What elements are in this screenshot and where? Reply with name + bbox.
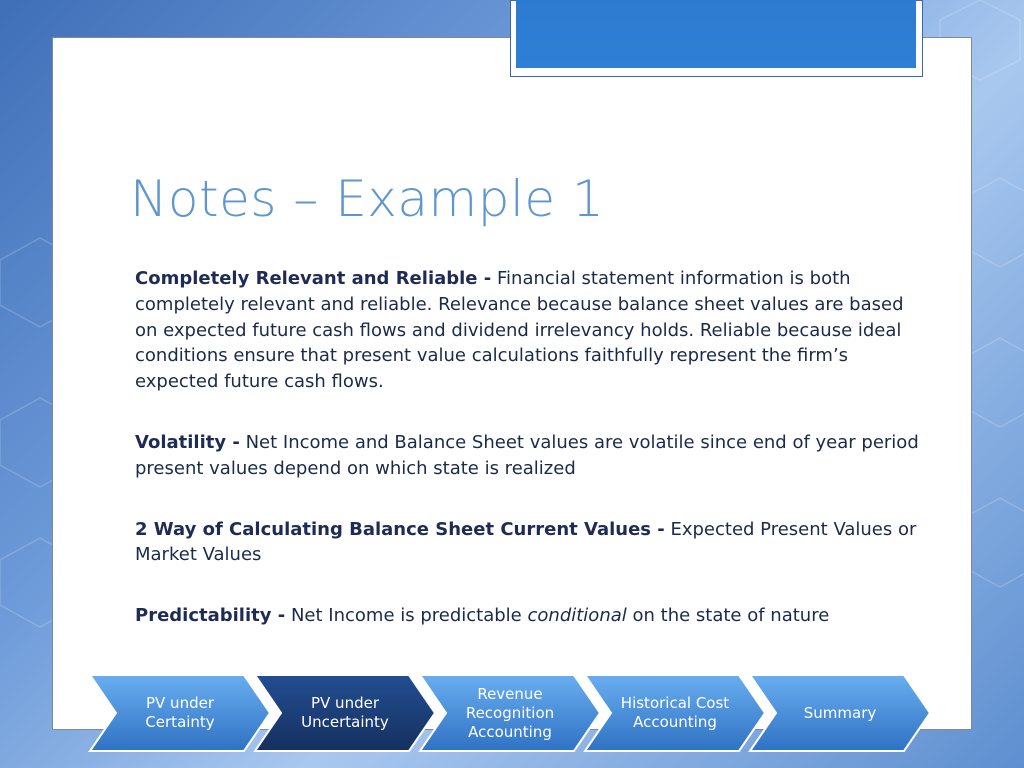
slide-body: [135, 266, 925, 664]
nav-item-4[interactable]: Historical Cost Accounting: [620, 694, 730, 731]
header-tab-fill: [516, 0, 916, 68]
process-navigation: [88, 673, 948, 753]
paragraph-volatility: [135, 430, 925, 482]
nav-item-5[interactable]: Summary: [803, 703, 877, 722]
paragraph-body: Financial statement information is both completely relevant and reliable. Relevance because balance sheet values are based on expected future cash flows and dividend irrelevancy holds. Reliable because ideal conditions ensure that present value calculations faithfully represent the firm’s expected future cash flows.: [135, 268, 904, 393]
nav-item-3[interactable]: Revenue Recognition Accounting: [465, 684, 555, 741]
paragraph-emphasis: conditional: [527, 605, 627, 627]
paragraph-heading: Predictability -: [135, 605, 286, 627]
slide-title: Notes – Example 1: [130, 170, 605, 228]
paragraph-body: Expected Present Values or Market Values: [135, 518, 917, 566]
paragraph-body: Net Income and Balance Sheet values are volatile since end of year period present values depend on which state is realized: [135, 431, 919, 479]
nav-item-2[interactable]: PV under Uncertainty: [301, 694, 389, 731]
paragraph-body-end: on the state of nature: [632, 605, 830, 627]
paragraph-body: Net Income is predictable: [290, 605, 522, 627]
paragraph-heading: 2 Way of Calculating Balance Sheet Current Values -: [135, 518, 665, 540]
nav-item-1[interactable]: PV under Certainty: [145, 694, 215, 731]
paragraph-relevance: [135, 266, 925, 395]
paragraph-predictability: [135, 603, 925, 629]
paragraph-current-values: [135, 517, 925, 569]
paragraph-heading: Volatility -: [135, 431, 240, 453]
paragraph-heading: Completely Relevant and Reliable -: [135, 268, 492, 289]
